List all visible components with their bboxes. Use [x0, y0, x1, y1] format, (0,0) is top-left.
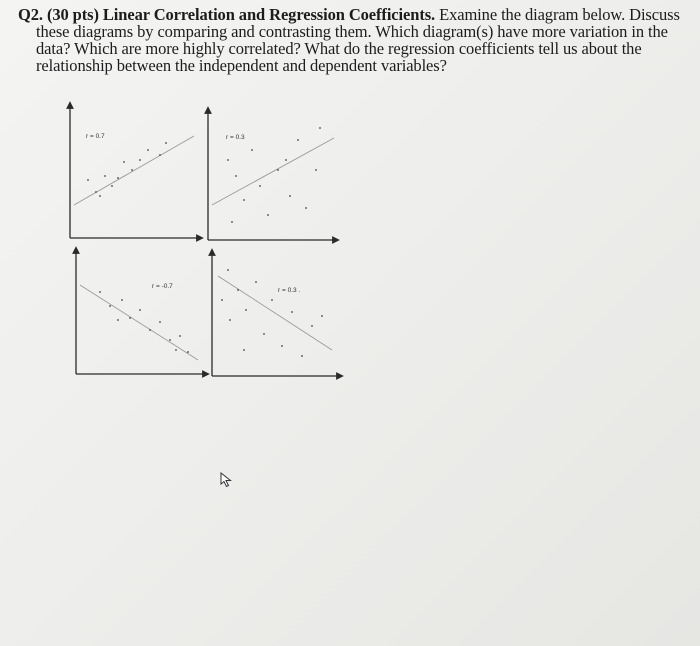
- question-line-4: relationship between the independent and dependent variables?: [36, 56, 447, 75]
- data-points: [99, 291, 189, 353]
- scatter-plot-3: [76, 250, 206, 374]
- regression-line: [74, 136, 194, 205]
- question-title: Linear Correlation and Regression Coefficients.: [102, 5, 436, 24]
- question-line-3: data? Which are more highly correlated? What do the regression coefficients tell us about the: [36, 39, 642, 58]
- mouse-pointer-icon: [220, 472, 234, 493]
- data-points: [227, 127, 321, 223]
- scatter-plot-1: [70, 105, 200, 238]
- scatter-plot-4: [212, 252, 340, 376]
- correlation-label: r = -0.7: [152, 283, 173, 290]
- question-line-1: Examine the diagram below. Discuss: [439, 5, 680, 24]
- correlation-label: r = 0.7: [86, 133, 105, 140]
- scatter-plot-2: [208, 110, 336, 240]
- data-points: [221, 269, 323, 357]
- correlation-label: r = 0.3: [226, 134, 245, 141]
- data-points: [87, 142, 167, 197]
- question-line-2: these diagrams by comparing and contrasting them. Which diagram(s) have more variation in the: [36, 22, 668, 41]
- regression-line: [80, 285, 198, 360]
- question-number: Q2.: [18, 5, 43, 24]
- correlation-label: r = 0.3 .: [278, 287, 301, 294]
- regression-line: [218, 276, 332, 350]
- regression-line: [212, 138, 334, 205]
- question-points: (30 pts): [46, 5, 99, 24]
